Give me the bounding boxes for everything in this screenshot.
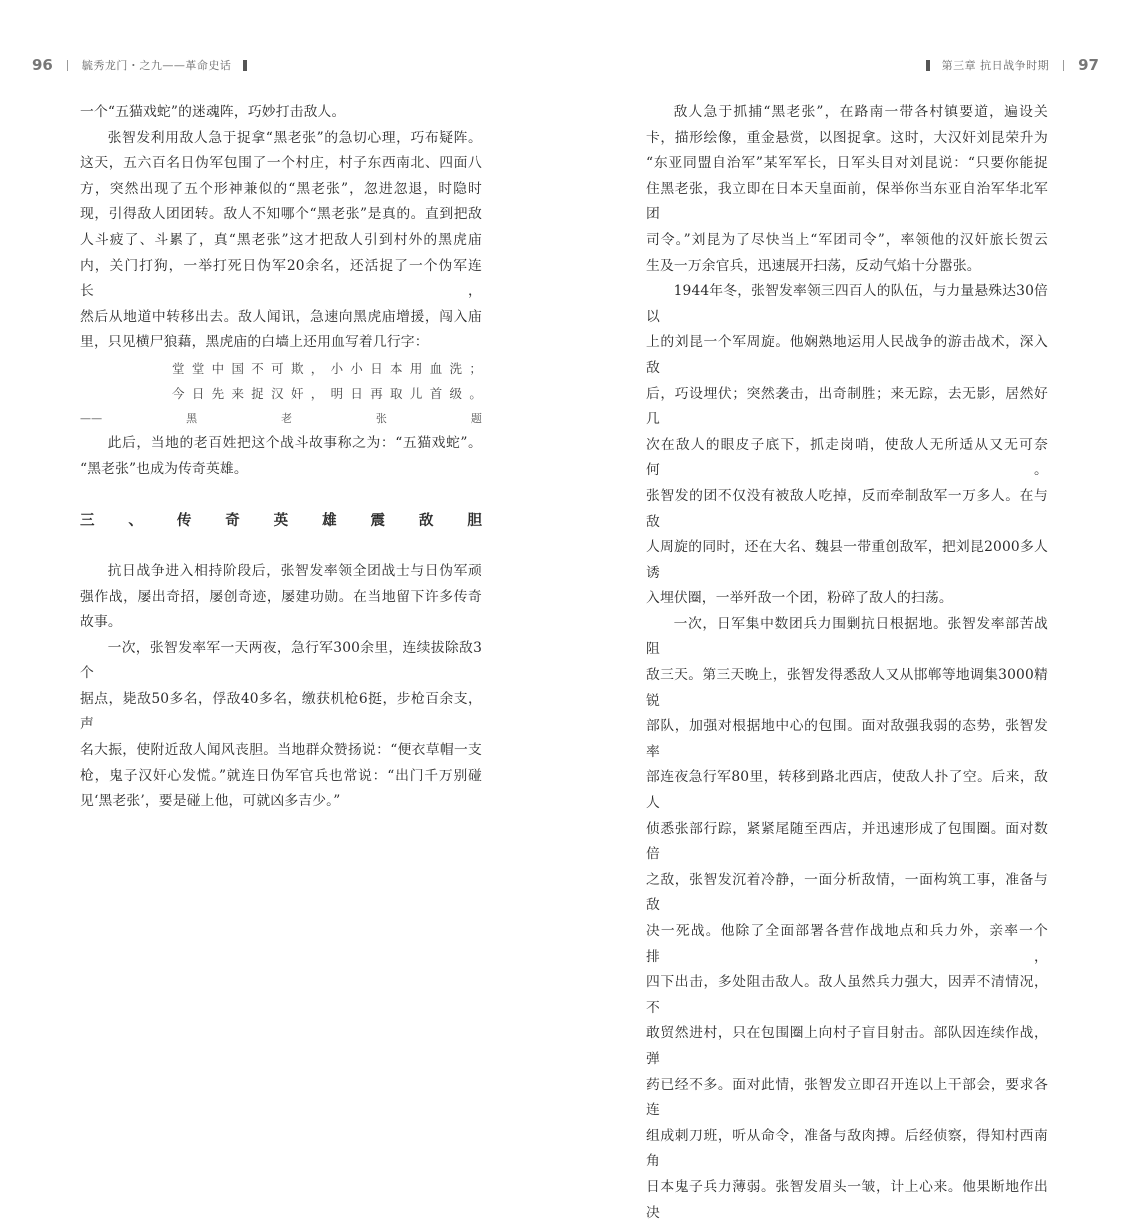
right-page [566, 0, 1133, 1221]
text-line: 之敌，张智发沉着冷静，一面分析敌情，一面构筑工事，准备与敌 [646, 871, 1048, 914]
header-block-mark [243, 60, 247, 71]
text-line: 生及一万余官兵，迅速展开扫荡，反动气焰十分嚣张。 [646, 257, 981, 274]
text-line: 后，巧设埋伏；突然袭击，出奇制胜；来无踪，去无影，居然好几 [646, 385, 1048, 428]
text-line: 药已经不多。面对此情，张智发立即召开连以上干部会，要求各连 [646, 1076, 1048, 1119]
text-line: 此后，当地的老百姓把这个战斗故事称之为：“五猫戏蛇”。 [107, 434, 482, 451]
text-line: 组成刺刀班，听从命令，准备与敌肉搏。后经侦察，得知村西南角 [646, 1127, 1048, 1170]
text-line: 入埋伏圈，一举歼敌一个团，粉碎了敌人的扫荡。 [646, 590, 953, 607]
text-line: 一次，张智发率军一天两夜，急行军300余里，连续拔除敌3个 [80, 639, 482, 682]
text-line: 枪，鬼子汉奸心发慌。”就连日伪军官兵也常说：“出门千万别碰 [80, 767, 482, 784]
spacer [80, 533, 482, 559]
right-running-header [914, 52, 1099, 78]
text-line: 现，引得敌人团团转。敌人不知哪个“黑老张”是真的。直到把敌 [80, 206, 482, 223]
left-body-text [80, 100, 482, 815]
right-header-title: 第三章 抗日战争时期 [941, 59, 1050, 72]
text-line: 人周旋的同时，还在大名、魏县一带重创敌军，把刘昆2000多人诱 [646, 539, 1048, 581]
text-line: 四下出击，多处阻击敌人。敌人虽然兵力强大，因弄不清情况，不 [646, 974, 1048, 1016]
left-running-header [32, 52, 259, 78]
text-line: 次在敌人的眼皮子底下，抓走岗哨，使敌人无所适从又无可奈何。 [646, 436, 1048, 479]
text-line: 一次，日军集中数团兵力围剿抗日根据地。张智发率部苦战阻 [646, 615, 1048, 658]
right-page-number: 97 [1078, 56, 1099, 74]
text-line: 张智发的团不仅没有被敌人吃掉，反而牵制敌军一万多人。在与敌 [646, 487, 1048, 530]
text-line: 日本鬼子兵力薄弱。张智发眉头一皱，计上心来。他果断地作出决 [646, 1178, 1048, 1221]
poem-line: 堂堂中国不可欺，小小日本用血洗； [172, 360, 482, 376]
text-line: 名大振，使附近敌人闻风丧胆。当地群众赞扬说：“便衣草帽一支 [80, 742, 482, 759]
text-line: 1944年冬，张智发率领三四百人的队伍，与力量悬殊达30倍以 [646, 283, 1048, 325]
text-line: 方，突然出现了五个形神兼似的“黑老张”，忽进忽退，时隐时 [80, 180, 482, 197]
header-separator [1063, 60, 1064, 71]
left-header-title: 毓秀龙门・之九——革命史话 [81, 59, 232, 72]
text-line: “黑老张”也成为传奇英雄。 [80, 460, 248, 477]
text-line: 敌三天。第三天晚上，张智发得悉敌人又从邯郸等地调集3000精锐 [646, 667, 1048, 709]
text-line: 住黑老张，我立即在日本天皇面前，保举你当东亚自治军华北军团 [646, 180, 1048, 223]
text-line: “东亚同盟自治军”某军军长，日军头目对刘昆说：“只要你能捉 [646, 155, 1048, 172]
poem-line: 今日先来捉汉奸，明日再取儿首级。 [172, 385, 482, 401]
text-line: 这天，五六百名日伪军包围了一个村庄，村子东西南北、四面八 [80, 155, 482, 172]
text-line: 故事。 [80, 614, 122, 631]
text-line: 敢贸然进村，只在包围圈上向村子盲目射击。部队因连续作战，弹 [646, 1025, 1048, 1067]
text-line: 决一死战。他除了全面部署各营作战地点和兵力外，亲率一个排， [646, 923, 1048, 965]
text-line: 人斗疲了、斗累了，真“黑老张”这才把敌人引到村外的黑虎庙 [80, 231, 482, 248]
text-line: 部队，加强对根据地中心的包围。面对敌强我弱的态势，张智发率 [646, 718, 1048, 760]
right-body-text [646, 100, 1048, 1226]
text-line: 敌人急于抓捕“黑老张”，在路南一带各村镇要道，遍设关 [673, 104, 1048, 120]
left-page-number: 96 [32, 56, 53, 74]
text-line: 上的刘昆一个军周旋。他娴熟地运用人民战争的游击战术，深入敌 [646, 334, 1048, 376]
text-line: 部连夜急行军80里，转移到路北西店，使敌人扑了空。后来，敌人 [646, 769, 1048, 812]
left-page [0, 0, 566, 810]
text-line: 抗日战争进入相持阶段后，张智发率领全团战士与日伪军顽 [107, 562, 482, 579]
text-line: 强作战，屡出奇招，屡创奇迹，屡建功勋。在当地留下许多传奇 [80, 588, 482, 605]
text-line: 卡，描形绘像，重金悬赏，以图捉拿。这时，大汉奸刘昆荣升为 [646, 129, 1048, 146]
spacer [80, 482, 482, 508]
text-line: 司令。”刘昆为了尽快当上“军团司令”，率领他的汉奸旅长贺云 [646, 231, 1048, 248]
text-line: 见‘黑老张’，要是碰上他，可就凶多吉少。” [80, 793, 341, 810]
text-line: 然后从地道中转移出去。敌人闻讯，急速向黑虎庙增援，闯入庙 [80, 308, 482, 325]
text-line: 里，只见横尸狼藉，黑虎庙的白墙上还用血写着几行字： [80, 334, 429, 351]
text-line: 据点，毙敌50多名，俘敌40多名，缴获机枪6挺，步枪百余支，声 [80, 690, 482, 733]
header-separator [67, 60, 68, 71]
poem-signature: ——黑老张题 [80, 411, 482, 425]
text-line: 内，关门打狗，一举打死日伪军20余名，还活捉了一个伪军连长， [80, 257, 482, 300]
text-line: 一个“五猫戏蛇”的迷魂阵，巧妙打击敌人。 [80, 104, 346, 120]
header-block-mark [926, 60, 930, 71]
text-line: 张智发利用敌人急于捉拿“黑老张”的急切心理，巧布疑阵。 [107, 129, 482, 146]
section-title: 三、传奇英雄震敌胆 [80, 511, 482, 529]
text-line: 侦悉张部行踪，紧紧尾随至西店，并迅速形成了包围圈。面对数倍 [646, 820, 1048, 863]
